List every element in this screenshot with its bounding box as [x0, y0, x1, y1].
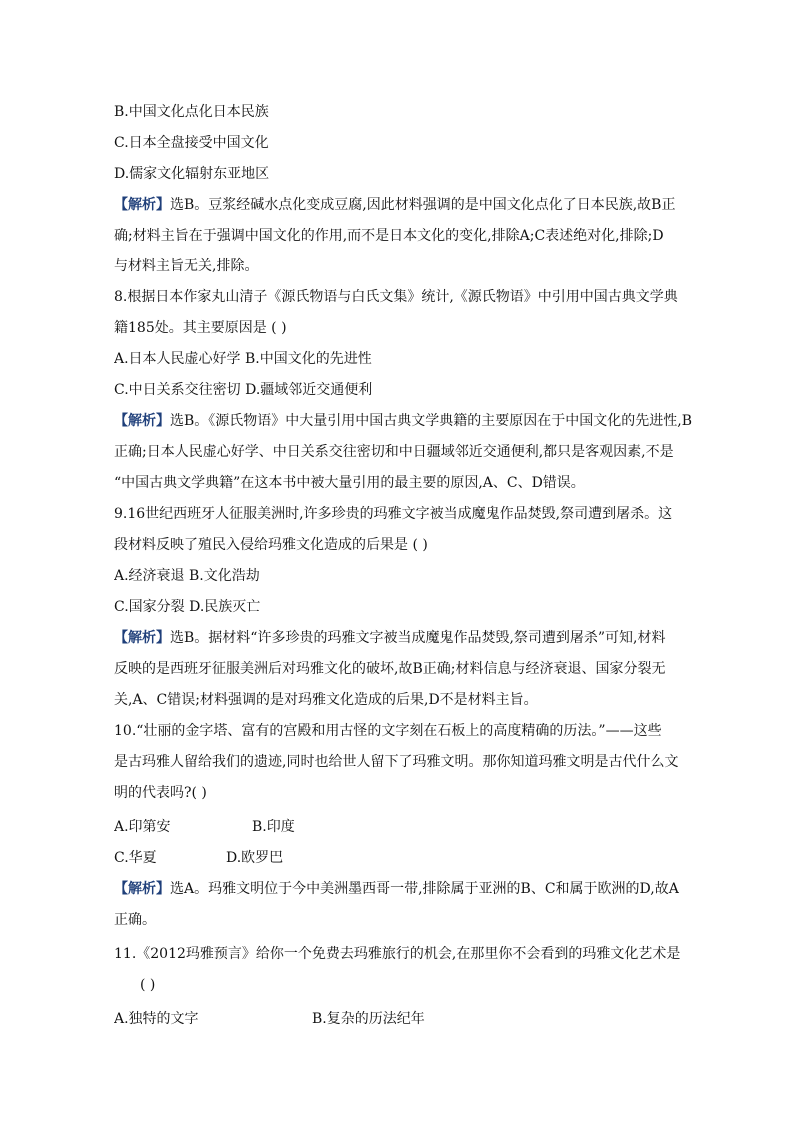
q7-analysis-line-1: [114, 195, 694, 215]
q9-analysis-line-1: [114, 628, 694, 648]
q10-stem-line-2: 是古玛雅人留给我们的遗迹,同时也给世人留下了玛雅文明。那你知道玛雅文明是古代什么文: [114, 754, 679, 770]
q11-stem-line-2: ( ): [140, 977, 156, 993]
q7-analysis-line-3: 与材料主旨无关,排除。: [114, 258, 259, 274]
analysis-text: 选B。《源氏物语》中大量引用中国古典文学典籍的主要原因在于中国文化的先进性,B: [170, 413, 693, 429]
q11-option-b: B.复杂的历法纪年: [312, 1011, 425, 1027]
q8-analysis-line-2: 正确;日本人民虚心好学、中日关系交往密切和中日疆域邻近交通便利,都只是客观因素,不是: [114, 444, 674, 460]
q10-option-b: B.印度: [252, 819, 295, 835]
q10-analysis-line-2: 正确。: [114, 912, 156, 928]
q11-option-a: A.独特的文字: [114, 1011, 199, 1027]
q7-option-b: B.中国文化点化日本民族: [114, 104, 269, 120]
q10-option-d: D.欧罗巴: [226, 850, 284, 866]
analysis-tag: 【解析】: [114, 630, 170, 646]
q10-option-c: C.华夏: [114, 850, 157, 866]
q9-analysis-line-3: 关,A、C错误;材料强调的是对玛雅文化造成的后果,D不是材料主旨。: [114, 692, 538, 708]
q11-stem-line-1: 11.《2012玛雅预言》给你一个免费去玛雅旅行的机会,在那里你不会看到的玛雅文化艺术是: [114, 946, 681, 962]
q7-option-c: C.日本全盘接受中国文化: [114, 135, 269, 151]
q8-stem-line-2: 籍185处。其主要原因是 ( ): [114, 320, 287, 336]
q9-stem-line-1: 9.16世纪西班牙人征服美洲时,许多珍贵的玛雅文字被当成魔鬼作品焚毁,祭司遭到屠杀。这: [114, 506, 673, 522]
analysis-text: 选B。豆浆经碱水点化变成豆腐,因此材料强调的是中国文化点化了日本民族,故B正: [170, 197, 676, 213]
q8-analysis-line-3: “中国古典文学典籍”在这本书中被大量引用的最主要的原因,A、C、D错误。: [114, 475, 585, 491]
q10-stem-line-1: 10.“壮丽的金字塔、富有的宫殿和用古怪的文字刻在石板上的高度精确的历法。”——这些: [114, 723, 662, 739]
q7-analysis-line-2: 确;材料主旨在于强调中国文化的作用,而不是日本文化的变化,排除A;C表述绝对化,排除;D: [114, 228, 664, 244]
q8-stem-line-1: 8.根据日本作家丸山清子《源氏物语与白氏文集》统计,《源氏物语》中引用中国古典文学典: [114, 289, 678, 305]
analysis-text: 选A。玛雅文明位于今中美洲墨西哥一带,排除属于亚洲的B、C和属于欧洲的D,故A: [170, 881, 679, 897]
q10-stem-line-3: 明的代表吗?( ): [114, 785, 207, 801]
q8-options-cd: C.中日关系交往密切 D.疆域邻近交通便利: [114, 382, 373, 398]
analysis-text: 选B。据材料“许多珍贵的玛雅文字被当成魔鬼作品焚毁,祭司遭到屠杀”可知,材料: [170, 630, 666, 646]
analysis-tag: 【解析】: [114, 197, 170, 213]
q9-options-cd: C.国家分裂 D.民族灭亡: [114, 599, 261, 615]
q7-option-d: D.儒家文化辐射东亚地区: [114, 166, 270, 182]
q8-options-ab: A.日本人民虚心好学 B.中国文化的先进性: [114, 351, 372, 367]
q11-options-ab: [114, 1009, 694, 1029]
q10-analysis-line-1: [114, 879, 694, 899]
q9-stem-line-2: 段材料反映了殖民入侵给玛雅文化造成的后果是 ( ): [114, 537, 428, 553]
q10-options-cd: [114, 848, 694, 868]
q10-option-a: A.印第安: [114, 819, 171, 835]
q9-analysis-line-2: 反映的是西班牙征服美洲后对玛雅文化的破坏,故B正确;材料信息与经济衰退、国家分裂无: [114, 661, 666, 677]
q8-analysis-line-1: [114, 411, 694, 431]
analysis-tag: 【解析】: [114, 413, 170, 429]
analysis-tag: 【解析】: [114, 881, 170, 897]
q10-options-ab: [114, 817, 694, 837]
q9-options-ab: A.经济衰退 B.文化浩劫: [114, 568, 260, 584]
